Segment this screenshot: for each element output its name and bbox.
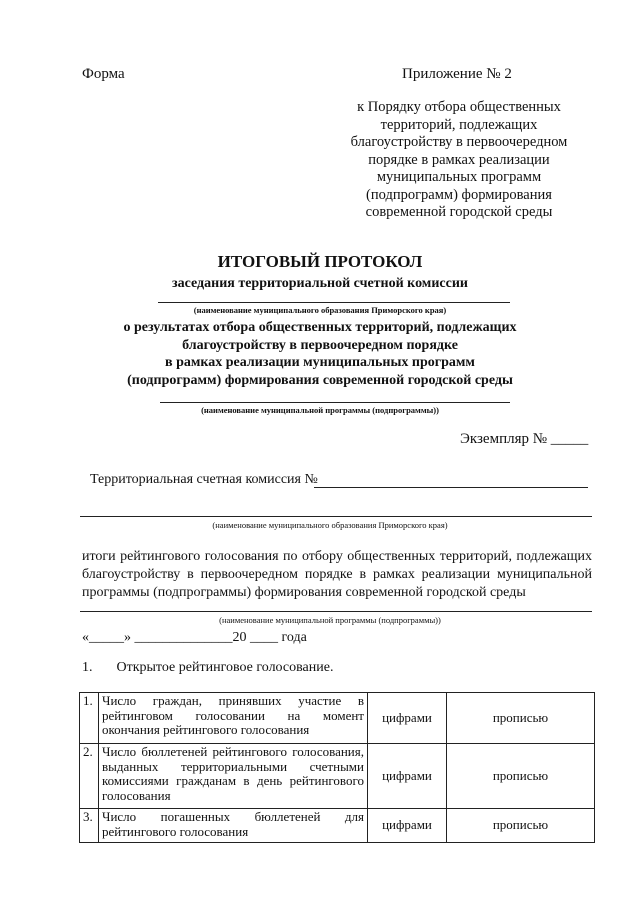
commission-label: Территориальная счетная комиссия №: [90, 472, 318, 487]
appendix-line: территорий, подлежащих: [380, 116, 538, 133]
program-caption-2: (наименование муниципальной программы (подпрограммы)): [219, 615, 441, 625]
results-paragraph: итоги рейтингового голосования по отбору общественных территорий, подлежащих благоустройству в первоочередном порядке в рамках реализации муниципальной программы (подпрограммы) формирования современной городской среды: [82, 549, 592, 600]
exemplar-number: Экземпляр № _____: [460, 431, 589, 447]
form-label: Форма: [82, 66, 125, 82]
appendix-line: к Порядку отбора общественных: [357, 99, 561, 115]
row-number: 3.: [80, 809, 99, 843]
table-row: [80, 744, 595, 809]
section-heading: [82, 660, 333, 676]
row-number: 2.: [80, 744, 99, 809]
appendix-title: Приложение № 2: [402, 66, 512, 82]
words-cell: прописью: [447, 809, 595, 843]
result-heading: [80, 319, 560, 389]
program-blank-line-2: [80, 611, 592, 612]
commission-blank-line: [314, 487, 588, 488]
appendix-line: благоустройству в первоочередном: [350, 134, 568, 150]
municipality-blank-line-2: [80, 516, 592, 517]
document-subtitle: заседания территориальной счетной комиссии: [172, 276, 468, 291]
row-description: Число бюллетеней рейтингового голосования, выданных территориальными счетными комиссиями гражданам в день рейтингового голосования: [99, 744, 368, 809]
appendix-subtitle: [330, 99, 588, 222]
row-description: Число граждан, принявших участие в рейтинговом голосовании на момент окончания рейтингового голосования: [99, 693, 368, 744]
row-description: Число погашенных бюллетеней для рейтингового голосования: [99, 809, 368, 843]
appendix-line: порядке в рамках реализации: [368, 151, 550, 168]
section-label: Открытое рейтинговое голосование.: [116, 660, 334, 675]
municipality-caption-2: (наименование муниципального образования Приморского края): [212, 520, 448, 530]
result-line: (подпрограмм) формирования современной городской среды: [127, 372, 513, 388]
results-table: [79, 692, 595, 843]
result-line: в рамках реализации муниципальных программ: [165, 355, 475, 370]
municipality-blank-line: [158, 302, 510, 303]
appendix-line: современной городской среды: [365, 204, 553, 220]
date-line: «_____» ______________20 ____ года: [82, 630, 307, 645]
row-number: 1.: [80, 693, 99, 744]
program-caption: (наименование муниципальной программы (подпрограммы)): [201, 405, 439, 415]
digits-cell: цифрами: [368, 809, 447, 843]
digits-cell: цифрами: [368, 693, 447, 744]
table-row: [80, 809, 595, 843]
appendix-line: муниципальных программ: [376, 169, 542, 185]
municipality-caption: (наименование муниципального образования Приморского края): [193, 305, 447, 315]
program-blank-line: [160, 402, 510, 403]
digits-cell: цифрами: [368, 744, 447, 809]
table-row: [80, 693, 595, 744]
words-cell: прописью: [447, 744, 595, 809]
result-line: благоустройству в первоочередном порядке: [182, 337, 458, 353]
appendix-line: (подпрограмм) формирования: [366, 186, 552, 203]
section-number: 1.: [82, 660, 93, 675]
document-title: ИТОГОВЫЙ ПРОТОКОЛ: [217, 252, 423, 271]
result-line: о результатах отбора общественных территорий, подлежащих: [123, 320, 517, 335]
words-cell: прописью: [447, 693, 595, 744]
